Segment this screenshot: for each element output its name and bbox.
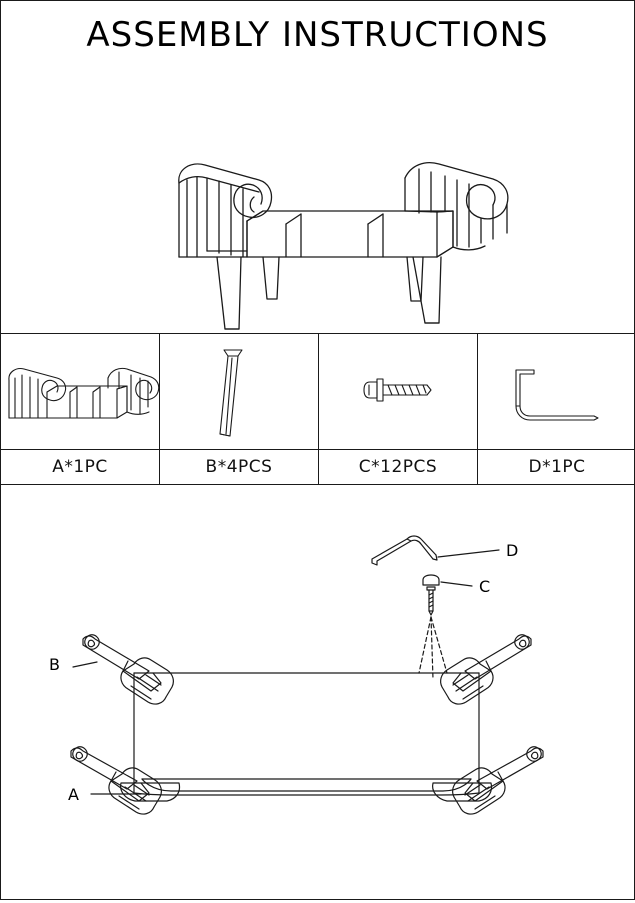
assembly-diagram xyxy=(1,483,634,899)
wooden-leg-icon xyxy=(160,334,318,449)
callout-label-d: D xyxy=(506,541,519,560)
part-cell-c xyxy=(319,334,478,484)
part-cell-d xyxy=(478,334,635,484)
allen-wrench-icon xyxy=(478,334,635,449)
part-label-b: B*4PCS xyxy=(160,449,318,484)
bolt-screw-icon xyxy=(319,334,477,449)
parts-table xyxy=(1,333,634,485)
product-illustration xyxy=(1,61,634,333)
callout-label-a: A xyxy=(68,785,79,804)
callout-label-c: C xyxy=(479,577,491,596)
part-label-d: D*1PC xyxy=(478,449,635,484)
callout-label-b: B xyxy=(49,655,60,674)
part-cell-a xyxy=(1,334,160,484)
bench-frame-icon xyxy=(1,334,159,449)
page-title: ASSEMBLY INSTRUCTIONS xyxy=(86,15,549,55)
part-label-a: A*1PC xyxy=(1,449,159,484)
part-label-c: C*12PCS xyxy=(319,449,477,484)
page-title-band xyxy=(1,1,634,69)
part-cell-b xyxy=(160,334,319,484)
